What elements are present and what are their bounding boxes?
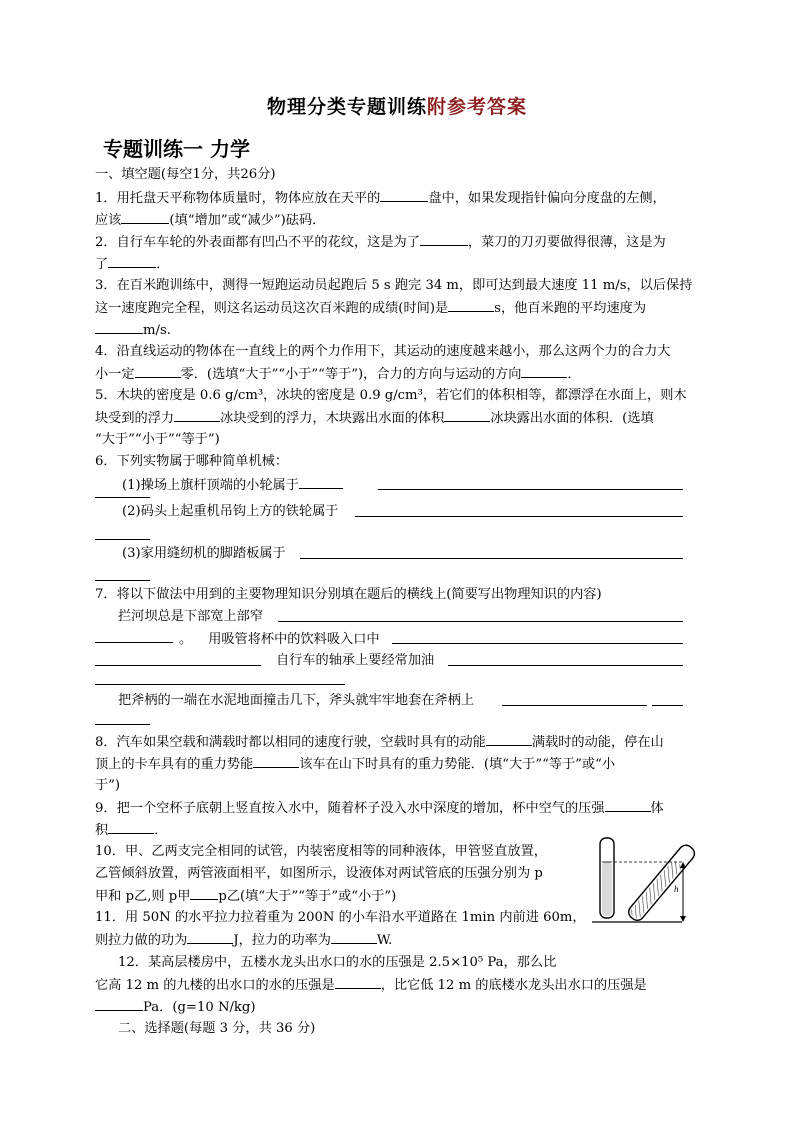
answer-line[interactable] [95, 539, 150, 540]
question-7-line2: 。 用吸管将杯中的饮料吸入口中 [95, 628, 705, 651]
question-10-line1: 10．甲、乙两支完全相同的试管，内装密度相等的同种液体，甲管竖直放置， [95, 844, 547, 859]
question-10-line2: 乙管倾斜放置，两管液面相平，如图所示，设液体对两试管底的压强分别为 p [95, 866, 543, 881]
question-11-line2: 则拉力做的功为 J，拉力的功率为 W. [95, 929, 585, 952]
question-3-line1: 3．在百米跑训练中，测得一短跑运动员起跑后 5 s 跑完 34 m，即可达到最大速度 11 m/s，以后保持 [95, 278, 693, 293]
question-12-line3: Pa．(g=10 N/kg) [95, 996, 705, 1019]
question-5-line1: 5．木块的密度是 0.6 g/cm³，冰块的密度是 0.9 g/cm³，若它们的体积相等，都漂浮在水面上，则木 [95, 388, 687, 403]
arrow-head-up [680, 862, 686, 868]
question-3-line3: m/s. [95, 319, 705, 342]
question-6-heading: 6．下列实物属于哪种简单机械： [95, 454, 289, 469]
question-6-item1: (1)操场上旗杆顶端的小轮属于 [122, 474, 682, 497]
answer-blank[interactable] [448, 297, 494, 312]
question-9-line1: 9．把一个空杯子底朝上竖直按入水中，随着杯子没入水中深度的增加，杯中空气的压强 体 [95, 797, 705, 820]
question-5-line3: “大于”“小于”“等于”) [95, 432, 220, 447]
answer-line[interactable] [95, 724, 150, 725]
question-11-line1: 11．用 50N 的水平拉力拉着重为 200N 的小车沿水平道路在 1min 内前进 60m， [95, 910, 586, 925]
section-heading: 专题训练一 力学 [103, 137, 250, 161]
arrow-head-down [680, 916, 686, 922]
answer-blank[interactable] [380, 187, 428, 202]
question-7-heading: 7．将以下做法中用到的主要物理知识分别填在题后的横线上(简要写出物理知识的内容) [95, 587, 602, 602]
question-8-line2: 顶上的卡车具有的重力势能 该车在山下时具有的重力势能．(填“大于”“等于”或“小 [95, 753, 705, 776]
answer-blank[interactable] [420, 231, 468, 246]
question-5-line2: 块受到的浮力 冰块受到的浮力，木块露出水面的体积 冰块露出水面的体积．(选填 [95, 407, 705, 430]
question-7-item3: 自行车的轴承上要经常加油 [276, 653, 435, 668]
question-3-line2: 这一速度跑完全程，则这名运动员这次百米跑的成绩(时间)是 s，他百米跑的平均速度为 [95, 297, 705, 320]
question-9-line2: 积 ． [95, 819, 705, 842]
question-1-line1: 1．用托盘天平称物体质量时，物体应放在天平的 盘中，如果发现指针偏向分度盘的左侧， [95, 187, 705, 210]
question-4-line2: 小一定 零．(选填“大于”“小于”“等于”)，合力的方向与运动的方向 ． [95, 363, 705, 386]
answer-blank[interactable] [108, 819, 154, 834]
tilted-tube [626, 842, 697, 923]
answer-blank[interactable] [331, 929, 377, 944]
answer-blank[interactable] [108, 253, 156, 268]
question-7-item1: 拦河坝总是下部宽上部窄 [118, 609, 264, 624]
answer-line[interactable] [95, 497, 150, 498]
answer-blank[interactable] [253, 753, 299, 768]
answer-line[interactable] [448, 665, 683, 666]
answer-line[interactable] [95, 665, 261, 666]
answer-line[interactable] [278, 621, 683, 622]
answer-line[interactable] [652, 705, 683, 706]
question-7-item4: 把斧柄的一端在水泥地面撞击几下，斧头就牢牢地套在斧柄上 [118, 693, 475, 708]
answer-line[interactable] [355, 516, 683, 517]
answer-blank[interactable] [187, 929, 233, 944]
answer-blank[interactable] [95, 319, 143, 334]
question-8-line1: 8．汽车如果空载和满载时都以相同的速度行驶，空载时具有的动能 满载时的动能，停在山 [95, 731, 705, 754]
answer-blank[interactable] [190, 885, 218, 900]
answer-line[interactable] [378, 489, 683, 490]
section2-heading: 二、选择题(每题 3 分，共 36 分) [118, 1021, 316, 1036]
answer-blank[interactable] [135, 363, 181, 378]
height-label: h [674, 884, 679, 894]
test-tube-figure [590, 832, 700, 928]
answer-blank[interactable] [299, 474, 343, 489]
question-2-line2: 了 ． [95, 253, 705, 276]
answer-blank[interactable] [174, 407, 220, 422]
question-4-line1: 4．沿直线运动的物体在一直线上的两个力作用下，其运动的速度越来越小，那么这两个力的合力大 [95, 344, 671, 359]
question-12-line1: 12．某高层楼房中，五楼水龙头出水口的水的压强是 2.5×10⁵ Pa，那么比 [118, 955, 557, 970]
section1-heading: 一、填空题(每空1分，共26分) [95, 167, 276, 182]
question-12-line2: 它高 12 m 的九楼的出水口的水的压强是 ，比它低 12 m 的底楼水龙头出水口的压强是 [95, 974, 705, 997]
answer-blank[interactable] [521, 363, 567, 378]
vertical-tube-liquid [602, 862, 612, 916]
answer-blank[interactable] [335, 974, 381, 989]
answer-blank[interactable] [605, 797, 651, 812]
answer-line[interactable] [95, 580, 150, 581]
page-title [0, 92, 794, 119]
answer-blank[interactable] [444, 407, 490, 422]
answer-line[interactable] [392, 643, 683, 644]
answer-line[interactable] [502, 705, 647, 706]
question-2-line1: 2．自行车车轮的外表面都有凹凸不平的花纹，这是为了 ，菜刀的刀刃要做得很薄，这是为 [95, 231, 705, 254]
question-6-item2: (2)码头上起重机吊钩上方的铁轮属于 [122, 504, 339, 519]
answer-line[interactable] [95, 684, 345, 685]
answer-blank[interactable] [95, 996, 143, 1011]
answer-blank[interactable] [95, 628, 173, 643]
answer-blank[interactable] [486, 731, 532, 746]
title-accent: 附参考答案 [427, 96, 528, 118]
title-main: 物理分类专题训练 [266, 96, 427, 118]
question-10-line3: 甲和 p乙,则 p甲 p乙(填“大于”“等于”或“小于”) [95, 885, 585, 908]
question-8-line3: 于”) [95, 778, 121, 793]
answer-blank[interactable] [121, 209, 169, 224]
question-6-item3: (3)家用缝纫机的脚踏板属于 [122, 546, 286, 561]
answer-line[interactable] [300, 558, 683, 559]
question-1-line2: 应该 (填“增加”或“减少”)砝码． [95, 209, 705, 232]
